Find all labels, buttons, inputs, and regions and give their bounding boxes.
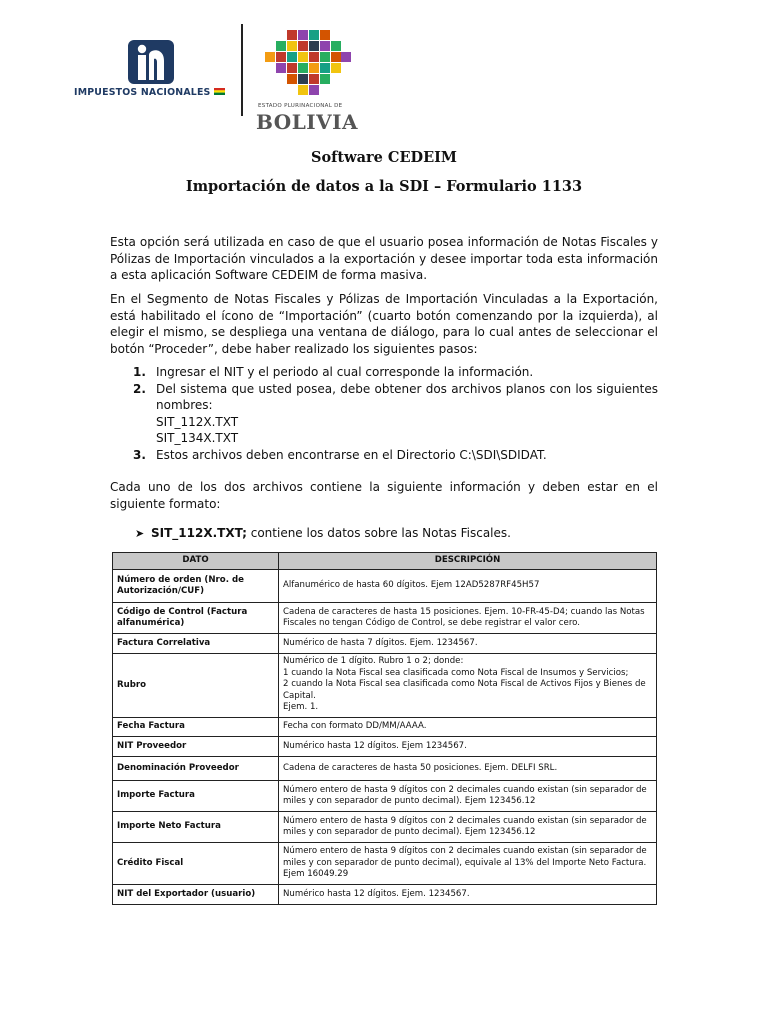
bullet-file-name: SIT_112X.TXT;	[151, 526, 247, 540]
step-text: Del sistema que usted posea, debe obtener dos archivos planos con los siguientes nombres:	[156, 381, 658, 412]
file-bullet	[135, 526, 511, 540]
cell-descripcion: Número entero de hasta 9 dígitos con 2 decimales cuando existan (sin separador de miles y con separador de punto decimal). Ejem 123456.12	[279, 781, 657, 812]
cell-descripcion: Alfanumérico de hasta 60 dígitos. Ejem 12AD5287RF45H57	[279, 570, 657, 603]
table-row	[113, 718, 657, 737]
column-header-dato: DATO	[113, 553, 279, 570]
steps-list	[133, 364, 658, 463]
cell-descripcion: Numérico hasta 12 dígitos. Ejem 1234567.	[279, 737, 657, 757]
data-format-table	[112, 552, 657, 905]
table-row	[113, 603, 657, 634]
table-row	[113, 737, 657, 757]
column-header-descripcion: DESCRIPCIÓN	[279, 553, 657, 570]
estado-plurinacional-logo	[256, 28, 366, 132]
table-row	[113, 634, 657, 654]
step-number: 2.	[133, 381, 146, 396]
table-row	[113, 781, 657, 812]
bolivia-wordmark: BOLIVIA	[256, 110, 359, 134]
cell-descripcion: Número entero de hasta 9 dígitos con 2 decimales cuando existan (sin separador de miles y con separador de punto decimal), equivale al 13% del Importe Neto Factura. Ejem 16049.29	[279, 843, 657, 885]
table-header-row	[113, 553, 657, 570]
arrow-bullet-icon: ➤	[135, 527, 145, 540]
file-name: SIT_134X.TXT	[156, 431, 239, 445]
cell-dato: Factura Correlativa	[113, 634, 279, 654]
bullet-text: contiene los datos sobre las Notas Fiscales.	[246, 526, 511, 540]
table-row	[113, 885, 657, 905]
cell-dato: Fecha Factura	[113, 718, 279, 737]
table-row	[113, 654, 657, 718]
table-row	[113, 757, 657, 781]
step-number: 3.	[133, 447, 146, 462]
cell-dato: Crédito Fiscal	[113, 843, 279, 885]
intro-paragraph: Esta opción será utilizada en caso de que el usuario posea información de Notas Fiscales y Pólizas de Importación vinculados a la exportación y desee importar toda esta información a esta aplicación Software CEDEIM de forma masiva.	[110, 235, 658, 282]
cell-descripcion: Número entero de hasta 9 dígitos con 2 decimales cuando existan (sin separador de miles y con separador de punto decimal). Ejem 123456.12	[279, 812, 657, 843]
table-row	[113, 843, 657, 885]
impuestos-logo-text: IMPUESTOS NACIONALES	[74, 87, 225, 98]
cell-descripcion: Cadena de caracteres de hasta 15 posiciones. Ejem. 10-FR-45-D4; cuando las Notas Fiscales no tengan Código de Control, se debe registrar el valor cero.	[279, 603, 657, 634]
list-item	[133, 381, 658, 447]
document-subtitle: Importación de datos a la SDI – Formulario 1133	[185, 178, 583, 195]
cell-descripcion: Fecha con formato DD/MM/AAAA.	[279, 718, 657, 737]
estado-plurinacional-text: ESTADO PLURINACIONAL DE	[258, 103, 343, 109]
impuestos-nacionales-logo	[74, 38, 234, 102]
cell-dato: Rubro	[113, 654, 279, 718]
cell-dato: NIT del Exportador (usuario)	[113, 885, 279, 905]
cell-descripcion: Numérico hasta 12 dígitos. Ejem. 1234567.	[279, 885, 657, 905]
wiphala-emblem-icon	[265, 28, 351, 100]
step-text: Ingresar el NIT y el periodo al cual corresponde la información.	[156, 365, 534, 379]
table-row	[113, 812, 657, 843]
list-item	[133, 364, 658, 381]
cell-descripcion: Cadena de caracteres de hasta 50 posiciones. Ejem. DELFI SRL.	[279, 757, 657, 781]
step-number: 1.	[133, 365, 146, 379]
format-paragraph: Cada uno de los dos archivos contiene la siguiente información y deben estar en el siguiente formato:	[110, 480, 658, 511]
bolivia-flag-icon	[214, 88, 225, 95]
document-title: Software CEDEIM	[311, 149, 457, 166]
step-text: Estos archivos deben encontrarse en el Directorio C:\SDI\SDIDAT.	[156, 447, 547, 462]
file-name: SIT_112X.TXT	[156, 414, 239, 429]
cell-dato: Importe Neto Factura	[113, 812, 279, 843]
segment-paragraph: En el Segmento de Notas Fiscales y Pólizas de Importación Vinculadas a la Exportación, está habilitado el ícono de “Importación” (cuarto botón comenzando por la izquierda), al elegir el mismo, se despliega una ventana de diálogo, para lo cual antes de seleccionar el botón “Proceder”, debe haber realizado los siguientes pasos:	[110, 292, 658, 356]
cell-dato: Código de Control (Factura alfanumérica)	[113, 603, 279, 634]
table-row	[113, 570, 657, 603]
cell-dato: Importe Factura	[113, 781, 279, 812]
header-divider	[241, 24, 243, 116]
cell-descripcion: Numérico de 1 dígito. Rubro 1 o 2; donde: 1 cuando la Nota Fiscal sea clasificada como Nota Fiscal de Insumos y Servicios; 2 cuando la Nota Fiscal sea clasificada como Nota Fiscal de Activos Fijos y Bienes de Capital. Ejem. 1.	[279, 654, 657, 718]
cell-dato: NIT Proveedor	[113, 737, 279, 757]
cell-descripcion: Numérico de hasta 7 dígitos. Ejem. 1234567.	[279, 634, 657, 654]
cell-dato: Número de orden (Nro. de Autorización/CUF)	[113, 570, 279, 603]
impuestos-logo-icon	[128, 40, 174, 84]
cell-dato: Denominación Proveedor	[113, 757, 279, 781]
list-item	[133, 447, 658, 464]
